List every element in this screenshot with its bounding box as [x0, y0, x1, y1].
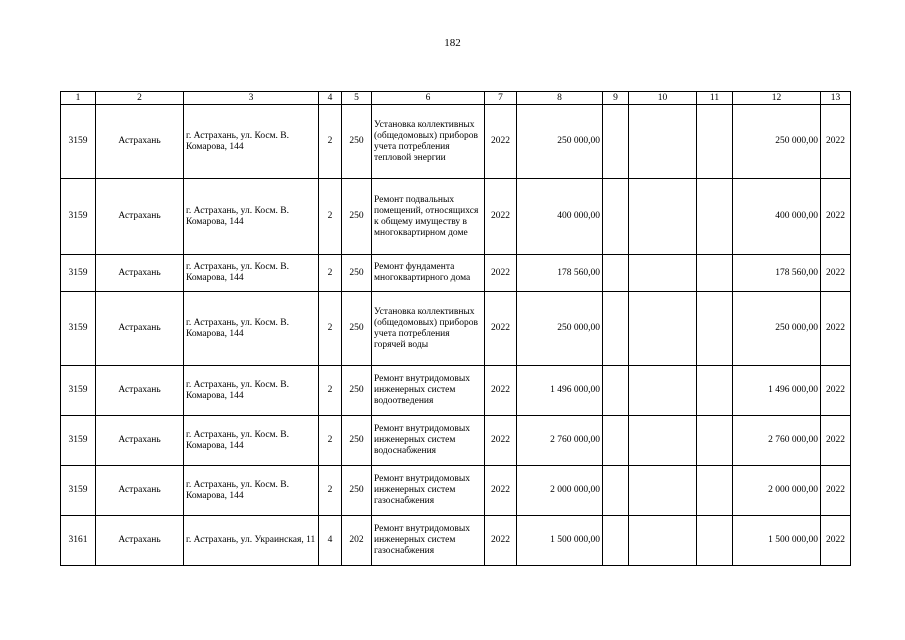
cell-address: г. Астрахань, ул. Украинская, 11 — [184, 516, 319, 566]
cell-city: Астрахань — [96, 105, 184, 179]
cell-col13: 2022 — [821, 416, 851, 466]
cell-col10 — [629, 255, 697, 292]
cell-house-id: 3159 — [61, 366, 96, 416]
cell-col10 — [629, 292, 697, 366]
cell-work-type: Ремонт внутридомовых инженерных систем водоснабжения — [372, 416, 485, 466]
column-header: 6 — [372, 92, 485, 105]
cell-col9 — [603, 255, 629, 292]
cell-col4: 2 — [319, 179, 342, 255]
cell-amount: 250 000,00 — [517, 105, 603, 179]
cell-city: Астрахань — [96, 255, 184, 292]
column-header: 7 — [485, 92, 517, 105]
cell-col13: 2022 — [821, 366, 851, 416]
table-row — [61, 466, 851, 516]
cell-col4: 4 — [319, 516, 342, 566]
column-header: 4 — [319, 92, 342, 105]
cell-city: Астрахань — [96, 416, 184, 466]
cell-city: Астрахань — [96, 466, 184, 516]
cell-col13: 2022 — [821, 255, 851, 292]
cell-col9 — [603, 516, 629, 566]
cell-house-id: 3159 — [61, 105, 96, 179]
table-row — [61, 416, 851, 466]
cell-house-id: 3159 — [61, 179, 96, 255]
table-row — [61, 292, 851, 366]
column-header: 3 — [184, 92, 319, 105]
cell-work-type: Ремонт подвальных помещений, относящихся к общему имуществу в многоквартирном доме — [372, 179, 485, 255]
cell-year: 2022 — [485, 416, 517, 466]
cell-amount-total: 2 760 000,00 — [733, 416, 821, 466]
cell-address: г. Астрахань, ул. Косм. В. Комарова, 144 — [184, 416, 319, 466]
cell-amount-total: 1 496 000,00 — [733, 366, 821, 416]
cell-work-type: Установка коллективных (общедомовых) приборов учета потребления горячей воды — [372, 292, 485, 366]
cell-house-id: 3161 — [61, 516, 96, 566]
page-number: 182 — [444, 37, 461, 49]
cell-year: 2022 — [485, 292, 517, 366]
column-header: 1 — [61, 92, 96, 105]
cell-amount: 400 000,00 — [517, 179, 603, 255]
cell-col5: 250 — [342, 416, 372, 466]
cell-col10 — [629, 105, 697, 179]
column-header: 12 — [733, 92, 821, 105]
table-row — [61, 366, 851, 416]
table-row — [61, 516, 851, 566]
header-row — [61, 92, 851, 105]
cell-amount: 250 000,00 — [517, 292, 603, 366]
cell-col13: 2022 — [821, 292, 851, 366]
cell-col4: 2 — [319, 105, 342, 179]
cell-col11 — [697, 255, 733, 292]
cell-address: г. Астрахань, ул. Косм. В. Комарова, 144 — [184, 292, 319, 366]
cell-work-type: Установка коллективных (общедомовых) приборов учета потребления тепловой энергии — [372, 105, 485, 179]
column-header: 8 — [517, 92, 603, 105]
table-row — [61, 105, 851, 179]
cell-address: г. Астрахань, ул. Косм. В. Комарова, 144 — [184, 105, 319, 179]
cell-col4: 2 — [319, 255, 342, 292]
cell-work-type: Ремонт внутридомовых инженерных систем газоснабжения — [372, 516, 485, 566]
cell-work-type: Ремонт внутридомовых инженерных систем газоснабжения — [372, 466, 485, 516]
cell-house-id: 3159 — [61, 292, 96, 366]
cell-col9 — [603, 466, 629, 516]
cell-col5: 250 — [342, 292, 372, 366]
cell-col11 — [697, 366, 733, 416]
cell-year: 2022 — [485, 466, 517, 516]
cell-col9 — [603, 292, 629, 366]
cell-col11 — [697, 466, 733, 516]
cell-address: г. Астрахань, ул. Косм. В. Комарова, 144 — [184, 255, 319, 292]
cell-city: Астрахань — [96, 516, 184, 566]
cell-amount-total: 178 560,00 — [733, 255, 821, 292]
cell-amount: 1 500 000,00 — [517, 516, 603, 566]
cell-year: 2022 — [485, 255, 517, 292]
cell-col5: 202 — [342, 516, 372, 566]
cell-col11 — [697, 416, 733, 466]
cell-col10 — [629, 466, 697, 516]
cell-city: Астрахань — [96, 179, 184, 255]
table-row — [61, 179, 851, 255]
column-header: 2 — [96, 92, 184, 105]
cell-col10 — [629, 416, 697, 466]
cell-amount: 2 000 000,00 — [517, 466, 603, 516]
column-header: 9 — [603, 92, 629, 105]
cell-col5: 250 — [342, 105, 372, 179]
cell-col10 — [629, 366, 697, 416]
cell-col4: 2 — [319, 466, 342, 516]
cell-col9 — [603, 105, 629, 179]
cell-col5: 250 — [342, 366, 372, 416]
cell-year: 2022 — [485, 105, 517, 179]
cell-col5: 250 — [342, 179, 372, 255]
cell-col9 — [603, 416, 629, 466]
register-table — [60, 91, 851, 566]
cell-amount-total: 2 000 000,00 — [733, 466, 821, 516]
column-header: 10 — [629, 92, 697, 105]
cell-amount-total: 250 000,00 — [733, 105, 821, 179]
cell-col11 — [697, 179, 733, 255]
cell-city: Астрахань — [96, 366, 184, 416]
column-header: 11 — [697, 92, 733, 105]
cell-col10 — [629, 516, 697, 566]
cell-address: г. Астрахань, ул. Косм. В. Комарова, 144 — [184, 466, 319, 516]
cell-amount-total: 400 000,00 — [733, 179, 821, 255]
cell-amount: 1 496 000,00 — [517, 366, 603, 416]
cell-col13: 2022 — [821, 516, 851, 566]
cell-city: Астрахань — [96, 292, 184, 366]
cell-house-id: 3159 — [61, 416, 96, 466]
cell-col4: 2 — [319, 292, 342, 366]
cell-year: 2022 — [485, 516, 517, 566]
cell-col11 — [697, 516, 733, 566]
cell-col10 — [629, 179, 697, 255]
cell-year: 2022 — [485, 179, 517, 255]
cell-amount-total: 1 500 000,00 — [733, 516, 821, 566]
cell-col13: 2022 — [821, 466, 851, 516]
cell-amount: 178 560,00 — [517, 255, 603, 292]
cell-address: г. Астрахань, ул. Косм. В. Комарова, 144 — [184, 179, 319, 255]
column-header: 13 — [821, 92, 851, 105]
cell-col5: 250 — [342, 255, 372, 292]
cell-work-type: Ремонт фундамента многоквартирного дома — [372, 255, 485, 292]
cell-col9 — [603, 179, 629, 255]
cell-col5: 250 — [342, 466, 372, 516]
cell-work-type: Ремонт внутридомовых инженерных систем водоотведения — [372, 366, 485, 416]
cell-col11 — [697, 292, 733, 366]
cell-amount-total: 250 000,00 — [733, 292, 821, 366]
cell-address: г. Астрахань, ул. Косм. В. Комарова, 144 — [184, 366, 319, 416]
column-header: 5 — [342, 92, 372, 105]
cell-house-id: 3159 — [61, 255, 96, 292]
cell-col4: 2 — [319, 416, 342, 466]
table-row — [61, 255, 851, 292]
cell-col13: 2022 — [821, 179, 851, 255]
cell-col9 — [603, 366, 629, 416]
cell-col11 — [697, 105, 733, 179]
cell-amount: 2 760 000,00 — [517, 416, 603, 466]
cell-year: 2022 — [485, 366, 517, 416]
cell-col13: 2022 — [821, 105, 851, 179]
cell-col4: 2 — [319, 366, 342, 416]
cell-house-id: 3159 — [61, 466, 96, 516]
